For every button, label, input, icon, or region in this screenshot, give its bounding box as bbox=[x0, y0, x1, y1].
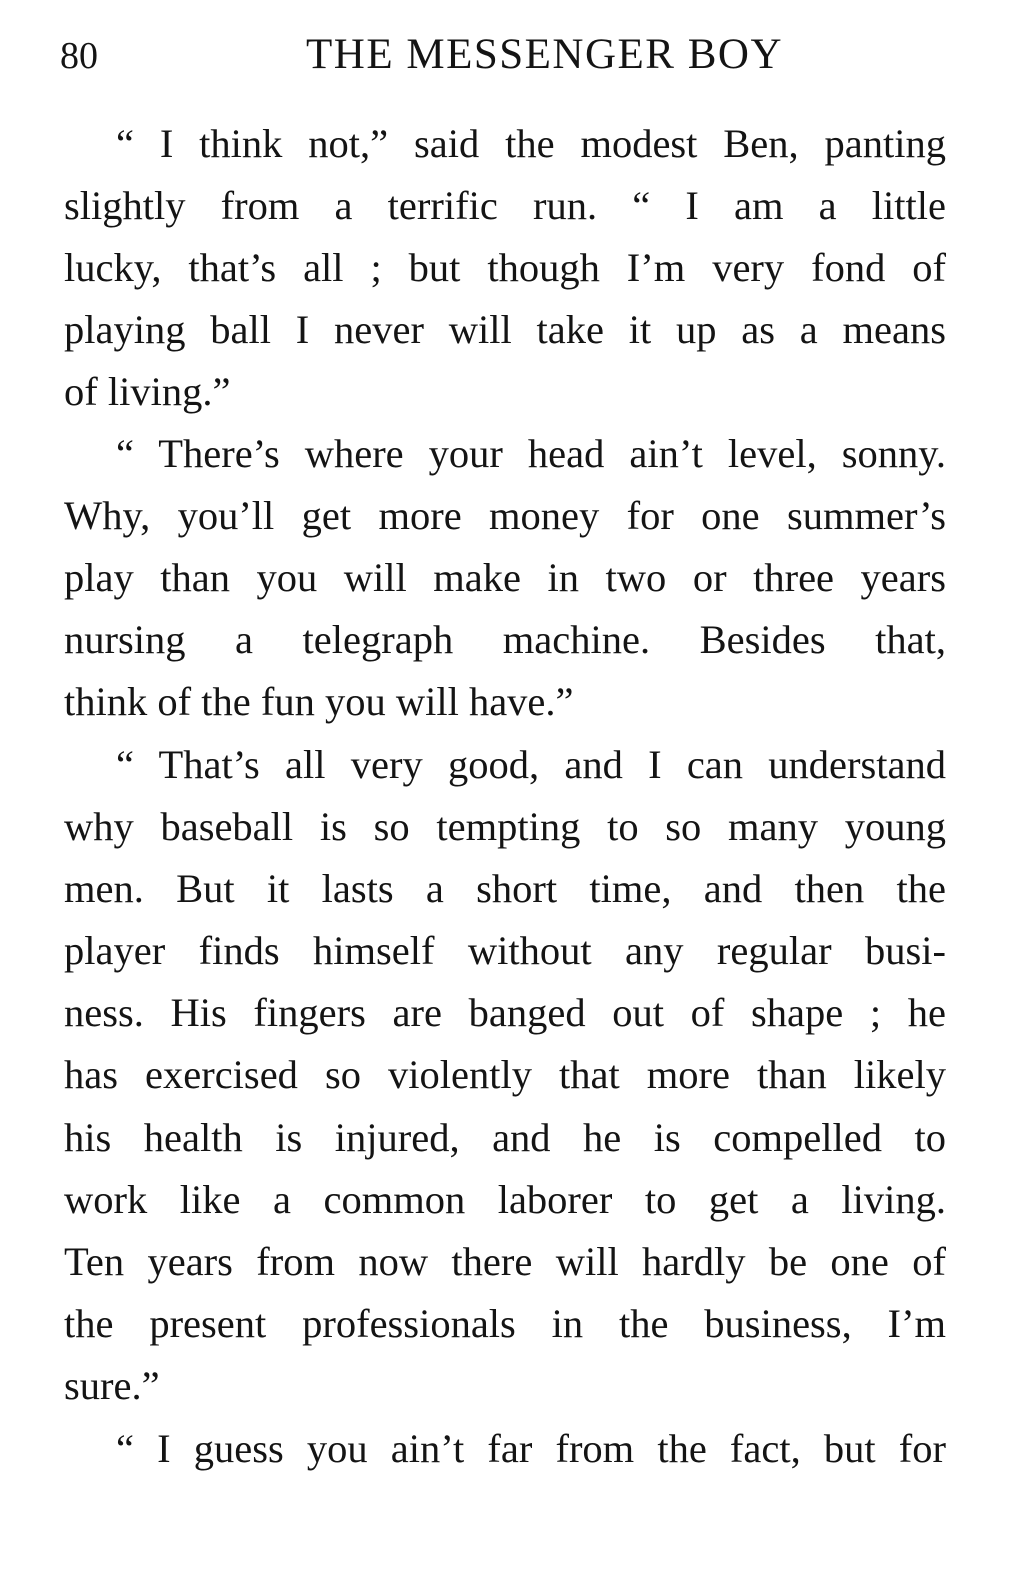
page-number: 80 bbox=[60, 35, 98, 77]
text-line: work like a common laborer to get a living. bbox=[64, 1177, 946, 1222]
text-line: player finds himself without any regular busi- bbox=[64, 928, 946, 973]
text-line: nursing a telegraph machine. Besides that, bbox=[64, 617, 946, 662]
text-line: his health is injured, and he is compelled to bbox=[64, 1115, 946, 1160]
text-line: lucky, that’s all ; but though I’m very fond of bbox=[64, 245, 946, 290]
text-line: play than you will make in two or three years bbox=[64, 555, 946, 600]
text-line: Why, you’ll get more money for one summer’s bbox=[64, 493, 946, 538]
text-line: “ I guess you ain’t far from the fact, but for bbox=[116, 1426, 946, 1471]
text-line: think of the fun you will have.” bbox=[64, 679, 574, 724]
text-line: sure.” bbox=[64, 1363, 160, 1408]
text-line: has exercised so violently that more than likely bbox=[64, 1052, 946, 1097]
text-line: playing ball I never will take it up as a means bbox=[64, 307, 946, 352]
text-line: men. But it lasts a short time, and then the bbox=[64, 866, 946, 911]
text-line: the present professionals in the business, I’m bbox=[64, 1301, 946, 1346]
text-line: ness. His fingers are banged out of shape ; he bbox=[64, 990, 946, 1035]
running-head: THE MESSENGER BOY bbox=[306, 31, 784, 78]
page-header bbox=[60, 30, 950, 82]
text-line: of living.” bbox=[64, 369, 231, 414]
text-line: why baseball is so tempting to so many young bbox=[64, 804, 946, 849]
text-line: “ I think not,” said the modest Ben, panting bbox=[116, 121, 946, 166]
text-line: Ten years from now there will hardly be one of bbox=[64, 1239, 946, 1284]
text-line: “ That’s all very good, and I can understand bbox=[116, 742, 946, 787]
text-line: “ There’s where your head ain’t level, sonny. bbox=[116, 431, 946, 476]
text-line: slightly from a terrific run. “ I am a little bbox=[64, 183, 946, 228]
